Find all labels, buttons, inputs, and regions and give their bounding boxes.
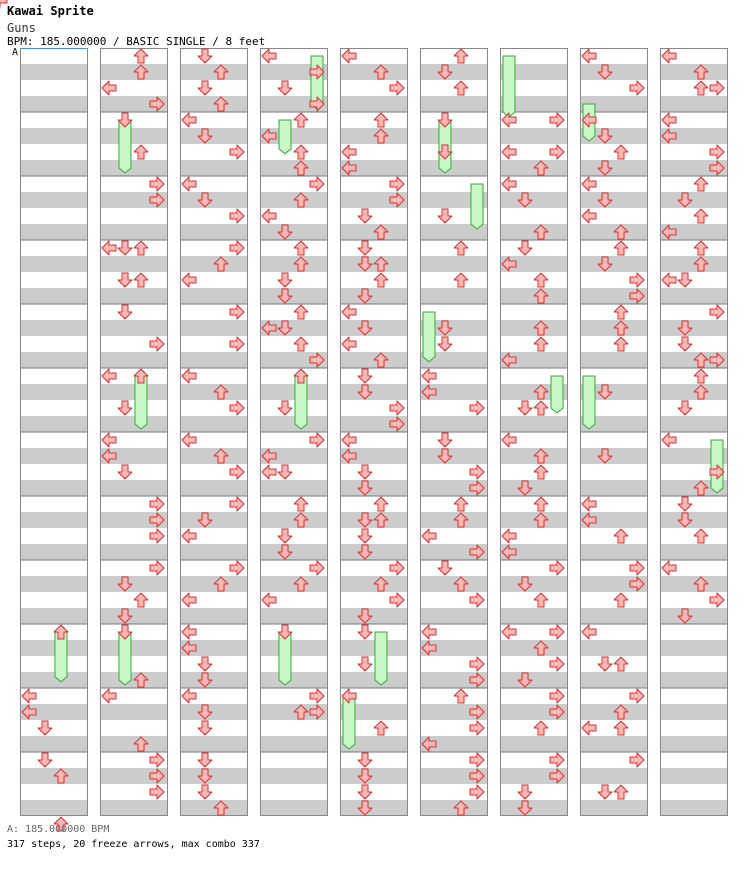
beat-band bbox=[660, 288, 728, 304]
arrow-undefined-icon bbox=[0, 0, 7, 7]
beat-band bbox=[100, 576, 168, 592]
step-stats: 317 steps, 20 freeze arrows, max combo 337 bbox=[7, 839, 260, 850]
beat-band bbox=[100, 640, 168, 656]
freeze-arrow-down bbox=[119, 120, 131, 173]
beat-band bbox=[660, 768, 728, 784]
beat-band bbox=[20, 288, 88, 304]
beat-band bbox=[180, 768, 248, 784]
beat-band bbox=[100, 256, 168, 272]
beat-band bbox=[580, 736, 648, 752]
beat-band bbox=[20, 544, 88, 560]
chart-info: BPM: 185.000000 / BASIC SINGLE / 8 feet bbox=[7, 35, 266, 48]
beat-band bbox=[660, 544, 728, 560]
beat-band bbox=[580, 768, 648, 784]
beat-band bbox=[20, 384, 88, 400]
beat-band bbox=[180, 352, 248, 368]
beat-band bbox=[500, 800, 568, 816]
beat-band bbox=[20, 96, 88, 112]
beat-band bbox=[580, 480, 648, 496]
beat-band bbox=[20, 512, 88, 528]
beat-band bbox=[580, 608, 648, 624]
beat-band bbox=[660, 416, 728, 432]
beat-band bbox=[580, 352, 648, 368]
beat-band bbox=[260, 384, 328, 400]
beat-band bbox=[260, 416, 328, 432]
beat-band bbox=[340, 544, 408, 560]
artist-name: Kawai Sprite bbox=[7, 4, 94, 18]
beat-band bbox=[340, 480, 408, 496]
beat-band bbox=[500, 480, 568, 496]
beat-band bbox=[340, 320, 408, 336]
beat-band bbox=[100, 288, 168, 304]
beat-band bbox=[180, 544, 248, 560]
beat-band bbox=[340, 96, 408, 112]
beat-band bbox=[260, 768, 328, 784]
beat-band bbox=[580, 544, 648, 560]
beat-band bbox=[20, 640, 88, 656]
beat-band bbox=[500, 608, 568, 624]
beat-band bbox=[500, 128, 568, 144]
beat-band bbox=[100, 128, 168, 144]
beat-band bbox=[420, 288, 488, 304]
beat-band bbox=[20, 128, 88, 144]
freeze-arrow-left bbox=[583, 376, 595, 429]
freeze-arrow-down bbox=[279, 632, 291, 685]
beat-band bbox=[260, 640, 328, 656]
beat-band bbox=[340, 384, 408, 400]
freeze-arrow-up bbox=[375, 632, 387, 685]
beat-band bbox=[100, 160, 168, 176]
beat-band bbox=[580, 64, 648, 80]
beat-band bbox=[100, 384, 168, 400]
beat-band bbox=[500, 736, 568, 752]
beat-band bbox=[20, 160, 88, 176]
song-title: Guns bbox=[7, 21, 36, 35]
beat-band bbox=[420, 128, 488, 144]
beat-band bbox=[580, 448, 648, 464]
freeze-arrow-right bbox=[471, 184, 483, 229]
beat-band bbox=[420, 160, 488, 176]
beat-band bbox=[260, 736, 328, 752]
beat-band bbox=[180, 416, 248, 432]
beat-band bbox=[660, 512, 728, 528]
beat-band bbox=[20, 224, 88, 240]
freeze-arrow-up bbox=[135, 376, 147, 429]
beat-band bbox=[420, 96, 488, 112]
beat-band bbox=[100, 320, 168, 336]
beat-band bbox=[20, 800, 88, 816]
beat-band bbox=[20, 480, 88, 496]
freeze-arrow-down bbox=[119, 632, 131, 685]
beat-band bbox=[180, 480, 248, 496]
beat-band bbox=[100, 480, 168, 496]
beat-band bbox=[260, 224, 328, 240]
beat-band bbox=[500, 672, 568, 688]
beat-band bbox=[580, 160, 648, 176]
beat-band bbox=[660, 736, 728, 752]
beat-band bbox=[500, 192, 568, 208]
beat-band bbox=[580, 256, 648, 272]
beat-band bbox=[180, 160, 248, 176]
beat-band bbox=[660, 608, 728, 624]
beat-band bbox=[180, 736, 248, 752]
beat-band bbox=[420, 256, 488, 272]
beat-band bbox=[340, 800, 408, 816]
beat-band bbox=[260, 608, 328, 624]
beat-band bbox=[340, 768, 408, 784]
beat-band bbox=[340, 288, 408, 304]
freeze-arrow-left bbox=[423, 312, 435, 362]
freeze-arrow-down bbox=[279, 120, 291, 154]
section-marker-label: A bbox=[12, 47, 19, 58]
beat-band bbox=[340, 672, 408, 688]
beat-band bbox=[100, 800, 168, 816]
beat-band bbox=[180, 224, 248, 240]
beat-band bbox=[660, 640, 728, 656]
freeze-arrow-left bbox=[503, 56, 515, 117]
beat-band bbox=[20, 192, 88, 208]
beat-band bbox=[20, 256, 88, 272]
beat-band bbox=[660, 672, 728, 688]
beat-band bbox=[20, 352, 88, 368]
beat-band bbox=[20, 736, 88, 752]
beat-band bbox=[180, 608, 248, 624]
beat-band bbox=[500, 576, 568, 592]
beat-band bbox=[580, 640, 648, 656]
beat-band bbox=[100, 608, 168, 624]
beat-band bbox=[180, 672, 248, 688]
beat-band bbox=[20, 320, 88, 336]
beat-band bbox=[580, 192, 648, 208]
beat-band bbox=[180, 704, 248, 720]
beat-band bbox=[660, 96, 728, 112]
beat-band bbox=[580, 800, 648, 816]
beat-band bbox=[660, 320, 728, 336]
beat-band bbox=[180, 192, 248, 208]
beat-band bbox=[340, 640, 408, 656]
beat-band bbox=[180, 512, 248, 528]
beat-band bbox=[20, 672, 88, 688]
beat-band bbox=[100, 416, 168, 432]
beat-band bbox=[660, 192, 728, 208]
beat-band bbox=[420, 416, 488, 432]
beat-band bbox=[580, 672, 648, 688]
beat-band bbox=[260, 544, 328, 560]
freeze-arrow-left bbox=[343, 696, 355, 749]
freeze-arrow-right bbox=[551, 376, 563, 413]
beat-band bbox=[20, 416, 88, 432]
beat-band bbox=[20, 608, 88, 624]
beat-band bbox=[260, 672, 328, 688]
beat-band bbox=[100, 352, 168, 368]
beat-band bbox=[180, 128, 248, 144]
freeze-arrow-up bbox=[295, 376, 307, 429]
beat-band bbox=[20, 576, 88, 592]
beat-band bbox=[420, 64, 488, 80]
beat-band bbox=[420, 608, 488, 624]
beat-band bbox=[180, 320, 248, 336]
beat-band bbox=[100, 544, 168, 560]
beat-band bbox=[260, 288, 328, 304]
beat-band bbox=[20, 64, 88, 80]
beat-band bbox=[660, 800, 728, 816]
beat-band bbox=[500, 416, 568, 432]
beat-band bbox=[180, 288, 248, 304]
beat-band bbox=[340, 608, 408, 624]
beat-band bbox=[260, 480, 328, 496]
beat-band bbox=[20, 448, 88, 464]
beat-band bbox=[420, 448, 488, 464]
section-marker-line bbox=[20, 48, 88, 49]
bpm-summary: A: 185.000000 BPM bbox=[7, 824, 110, 835]
beat-band bbox=[660, 704, 728, 720]
beat-band bbox=[260, 800, 328, 816]
beat-band bbox=[100, 224, 168, 240]
beat-band bbox=[100, 704, 168, 720]
